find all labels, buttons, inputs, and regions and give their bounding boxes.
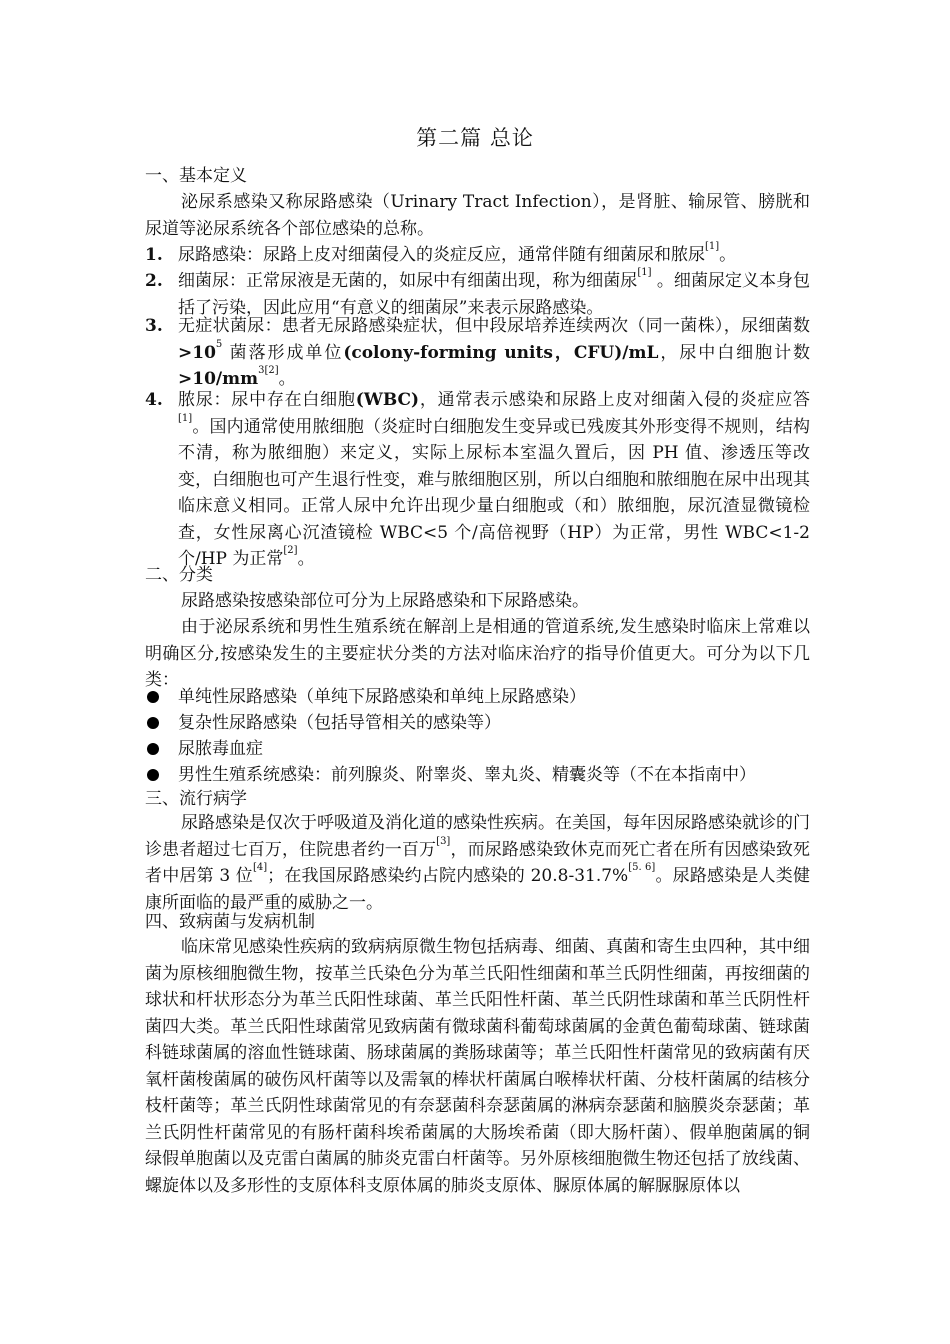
section-heading-pathogens: 四、致病菌与发病机制 <box>145 912 315 932</box>
epidemiology-para <box>145 810 810 916</box>
bullet-icon <box>147 769 159 781</box>
citation-ref: [2] <box>264 365 279 376</box>
bullet-item-3: 尿脓毒血症 <box>178 739 263 759</box>
section-heading-epidemiology: 三、流行病学 <box>145 789 247 809</box>
citation-ref: [3] <box>436 835 451 847</box>
item-4-body-c: 。国内通常使用脓细胞（炎症时白细胞发生变异或已残废其外形变得不规则，结构不清，称为脓细胞）来定义，实际上尿标本室温久置后，因 PH 值、渗透压等改变，白细胞也可产生退行性变，难与脓细胞区别，所以白细胞和脓细胞在尿中出现其临床意义相同。正常人尿中允许出现少量白细胞或（和）脓细胞，尿沉渣显微镜检查，女性尿离心沉渣镜检 WBC<5 个/高倍视野（HP）为正常，男性 WBC<1-2 个/HP 为正常 <box>178 416 810 569</box>
item-3-body-b: 菌落形成单位 <box>222 342 344 363</box>
item-2-body-b: 。细菌尿定义本身包括了污染，因此应用“有意义的细菌尿”来表示尿路感染。 <box>178 271 811 318</box>
item-1-end: 。 <box>719 245 737 265</box>
citation-ref: [1] <box>637 267 652 278</box>
item-4-body-a: 脓尿：尿中存在白细胞 <box>178 390 356 410</box>
item-4-body-b: ，通常表示感染和尿路上皮对细菌入侵的炎症应答 <box>419 390 811 410</box>
item-number-2: 2. <box>145 271 163 291</box>
superscript: 3 <box>258 365 265 376</box>
item-3-bold-b: (colony-forming units，CFU)/mL <box>343 342 659 363</box>
section-heading-classification: 二、分类 <box>145 565 213 585</box>
item-3-body-c: ，尿中白细胞计数 <box>658 342 811 363</box>
item-1-body: 尿路感染：尿路上皮对细菌侵入的炎症反应，通常伴随有细菌尿和脓尿 <box>178 245 705 265</box>
definitions-intro: 泌尿系感染又称尿路感染（Urinary Tract Infection），是肾脏、输尿管、膀胱和尿道等泌尿系统各个部位感染的总称。 <box>145 192 810 239</box>
bullet-icon <box>147 691 159 703</box>
citation-ref: [1] <box>178 412 193 424</box>
item-number-3: 3. <box>145 316 163 336</box>
section-heading-definitions: 一、基本定义 <box>145 166 247 186</box>
pathogens-para: 临床常见感染性疾病的致病病原微生物包括病毒、细菌、真菌和寄生虫四种，其中细菌为原核细胞微生物，按革兰氏染色分为革兰氏阳性细菌和革兰氏阴性细菌，再按细菌的球状和杆状形态分为革兰氏阳性球菌、革兰氏阳性杆菌、革兰氏阴性球菌和革兰氏阴性杆菌四大类。革兰氏阳性球菌常见致病菌有微球菌科葡萄球菌属的金黄色葡萄球菌、链球菌科链球菌属的溶血性链球菌、肠球菌属的粪肠球菌等；革兰氏阳性杆菌常见的致病菌有厌氧杆菌梭菌属的破伤风杆菌等以及需氧的棒状杆菌属白喉棒状杆菌、分枝杆菌属的结核分枝杆菌等；革兰氏阴性球菌常见的有奈瑟菌科奈瑟菌属的淋病奈瑟菌和脑膜炎奈瑟菌；革兰氏阴性杆菌常见的有肠杆菌科埃希菌属的大肠埃希菌（即大肠杆菌）、假单胞菌属的铜绿假单胞菌以及克雷白菌属的肺炎克雷白杆菌等。另外原核细胞微生物还包括了放线菌、螺旋体以及多形性的支原体科支原体属的肺炎支原体、脲原体属的解脲脲原体以 <box>145 937 810 1196</box>
citation-ref: [4] <box>252 862 268 873</box>
item-3-bold-c: >10/mm <box>178 369 259 389</box>
item-number-1: 1. <box>145 245 163 265</box>
item-4-end: 。 <box>297 549 315 569</box>
item-text-1 <box>178 242 810 269</box>
item-text-3 <box>178 313 810 393</box>
item-3-body-a: 无症状菌尿：患者无尿路感染症状，但中段尿培养连续两次（同一菌株），尿细菌数 <box>178 316 810 336</box>
epidemiology-text-a: 尿路感染是仅次于呼吸道及消化道的感染性疾病。在美国，每年因尿路感染就诊的门诊患者超过七百万，住院患者约一百万 <box>145 813 810 860</box>
citation-ref: [2] <box>283 545 298 556</box>
classification-para-2: 由于泌尿系统和男性生殖系统在解剖上是相通的管道系统,发生感染时临床上常难以明确区分,按感染发生的主要症状分类的方法对临床治疗的指导价值更大。可分为以下几类： <box>145 617 810 690</box>
bullet-item-2: 复杂性尿路感染（包括导管相关的感染等） <box>178 713 501 733</box>
epidemiology-text-b: ，而尿路感染致休克而死亡者在所有因感染致死者中居第 3 位 <box>145 839 811 886</box>
epidemiology-text-c: ；在我国尿路感染约占院内感染的 20.8-31.7% <box>267 866 629 886</box>
bullet-item-1: 单纯性尿路感染（单纯下尿路感染和单纯上尿路感染） <box>178 687 586 707</box>
item-3-end: 。 <box>278 369 296 389</box>
item-text-4 <box>178 387 810 573</box>
epidemiology-text-d: 。尿路感染是人类健康所面临的最严重的威胁之一。 <box>145 866 810 913</box>
item-4-bold-a: (WBC) <box>355 390 420 410</box>
bullet-icon <box>147 717 159 729</box>
item-number-4: 4. <box>145 390 163 410</box>
bullet-item-4: 男性生殖系统感染：前列腺炎、附睾炎、睾丸炎、精囊炎等（不在本指南中） <box>178 765 756 785</box>
citation-ref: [1] <box>705 241 720 252</box>
classification-para-1: 尿路感染按感染部位可分为上尿路感染和下尿路感染。 <box>181 591 589 611</box>
item-3-bold-a: >10 <box>178 342 216 363</box>
item-2-body-a: 细菌尿：正常尿液是无菌的，如尿中有细菌出现，称为细菌尿 <box>178 271 638 291</box>
page-title: 第二篇 总论 <box>416 126 534 150</box>
superscript: 5 <box>215 338 223 350</box>
bullet-icon <box>147 743 159 755</box>
citation-ref: [5. 6] <box>628 862 656 873</box>
